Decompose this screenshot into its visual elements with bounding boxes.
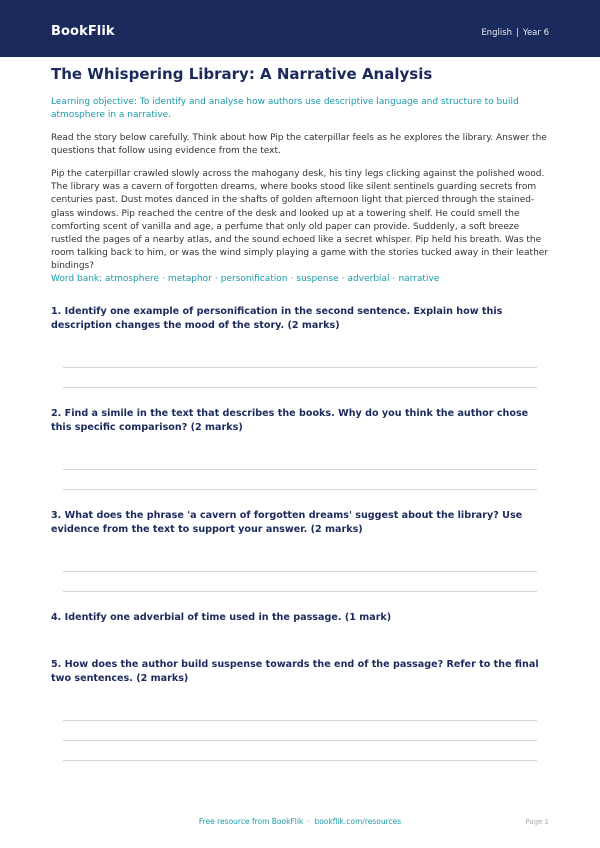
- learning-objective: Learning objective: To identify and analyse how authors use descriptive language and structure to build atmosphere in a narrative.: [51, 97, 519, 120]
- year-label: Year 6: [522, 28, 549, 38]
- footer-prefix: Free resource from BookFlik: [198, 817, 304, 826]
- answer-line[interactable]: [63, 469, 537, 470]
- worksheet-title: The Whispering Library: A Narrative Analysis: [51, 65, 433, 83]
- question-3: 3. What does the phrase 'a cavern of forgotten dreams' suggest about the library? Use evidence from the text to support your answer. (2 marks): [51, 510, 523, 535]
- page-number: Page 1: [525, 818, 549, 826]
- word-bank-word: suspense: [296, 274, 339, 284]
- word-bank-word: adverbial: [347, 274, 390, 284]
- question-5: 5. How does the author build suspense towards the end of the passage? Refer to the final two sentences. (2 marks): [51, 659, 539, 684]
- answer-line[interactable]: [63, 367, 537, 368]
- answer-line[interactable]: [63, 591, 537, 592]
- footer-separator: ·: [307, 817, 311, 826]
- brand-logo-text[interactable]: BookFlik: [51, 24, 115, 39]
- word-bank-label: Word bank:: [51, 274, 103, 284]
- subject-year-meta: [481, 28, 549, 38]
- answer-line[interactable]: [63, 387, 537, 388]
- word-bank-separator: ·: [162, 274, 165, 284]
- word-bank-separator: ·: [290, 274, 294, 284]
- meta-separator: |: [516, 28, 519, 38]
- question-1: 1. Identify one example of personification in the second sentence. Explain how this description changes the mood of the story. (2 marks): [51, 306, 503, 331]
- word-bank-word: atmosphere: [105, 274, 160, 284]
- story-passage: Pip the caterpillar crawled slowly across the mahogany desk, his tiny legs clicking against the polished wood. The library was a cavern of forgotten dreams, where books stood like silent sentinels guarding secrets from centuries past. Dust motes danced in the shafts of golden afternoon light that pierced through the stained-glass windows. Pip reached the centre of the desk and looked up at a towering shelf. He could smell the comforting scent of vanilla and age, a perfume that only old paper can provide. Suddenly, a soft breeze rustled the pages of a nearby atlas, and the sound echoed like a secret whisper. Pip held his breath. Was the room talking back to him, or was the wind simply playing a game with the stories tucked away in their leather bindings?: [51, 169, 549, 272]
- footer: [0, 817, 600, 826]
- word-bank-word: narrative: [398, 274, 440, 284]
- footer-link[interactable]: bookflik.com/resources: [314, 817, 402, 826]
- word-bank: [51, 274, 551, 284]
- answer-line[interactable]: [63, 571, 537, 572]
- question-2: 2. Find a simile in the text that describes the books. Why do you think the author chose this specific comparison? (2 marks): [51, 408, 529, 433]
- answer-line[interactable]: [63, 720, 537, 721]
- question-4: 4. Identify one adverbial of time used in the passage. (1 mark): [51, 612, 392, 623]
- subject-label: English: [481, 28, 513, 38]
- word-bank-separator: ·: [214, 274, 218, 284]
- word-bank-separator: ·: [341, 274, 345, 284]
- word-bank-word: personification: [220, 274, 288, 284]
- instructions: Read the story below carefully. Think about how Pip the caterpillar feels as he explores the library. Answer the questions that follow using evidence from the text.: [51, 133, 547, 156]
- answer-line[interactable]: [63, 760, 537, 761]
- word-bank-word: metaphor: [167, 274, 212, 284]
- answer-line[interactable]: [63, 740, 537, 741]
- word-bank-separator: ·: [392, 274, 396, 284]
- answer-line[interactable]: [63, 489, 537, 490]
- header-bar: [0, 0, 600, 57]
